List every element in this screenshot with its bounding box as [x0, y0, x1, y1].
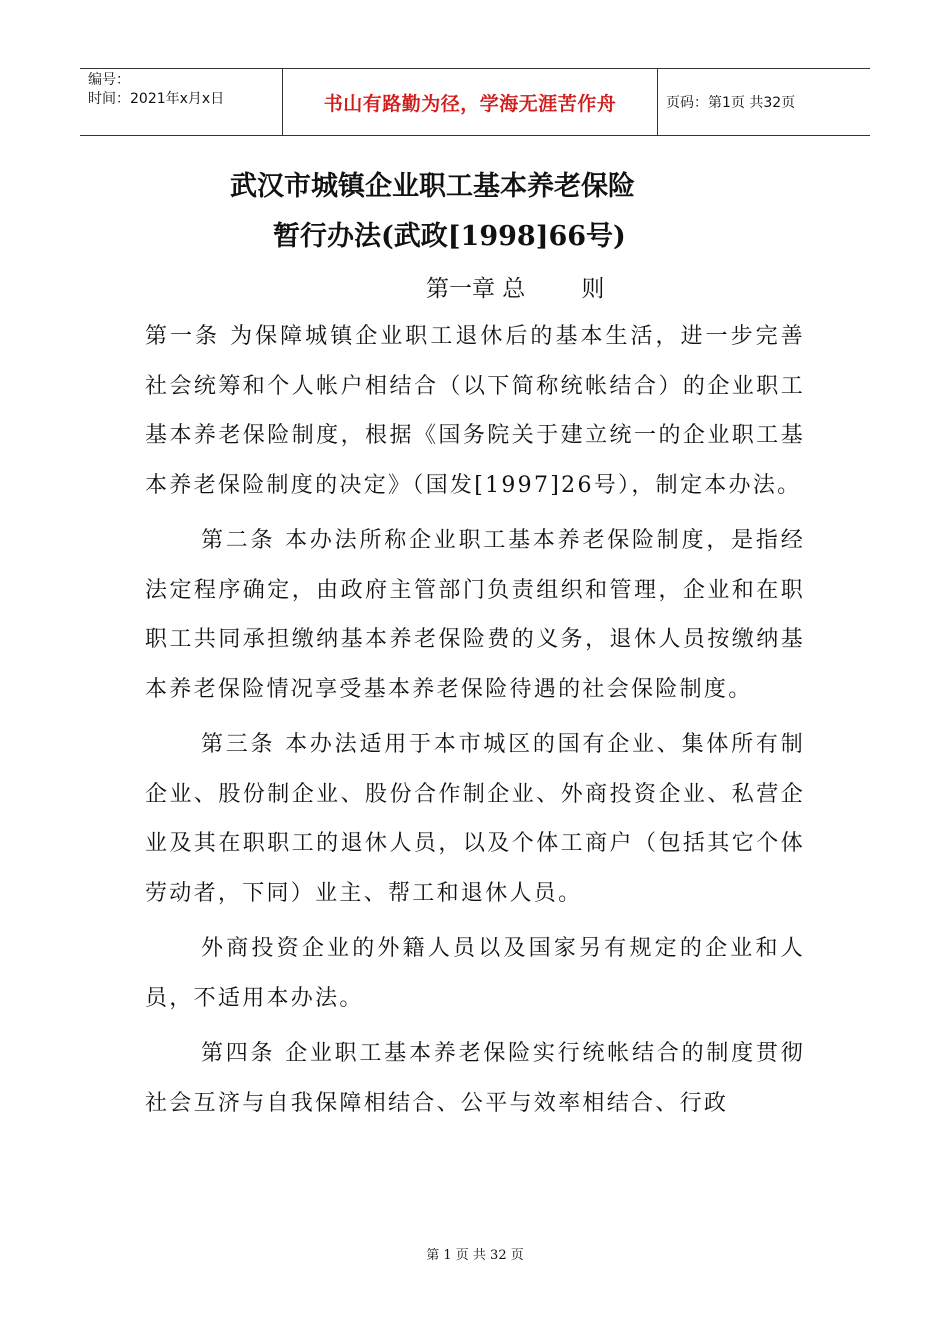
document-date: 时间：2021年x月x日 [88, 91, 225, 107]
article-4-paragraph: 第四条 企业职工基本养老保险实行统帐结合的制度贯彻社会互济与自我保障相结合、公平与效率相结合、行政 [145, 1041, 805, 1116]
document-body [145, 312, 805, 1128]
header-meta [80, 69, 282, 135]
header-motto: 书山有路勤为径，学海无涯苦作舟 [282, 69, 658, 135]
chapter-heading-part-1: 第一章 总 [426, 276, 526, 302]
chapter-heading-part-2: 则 [581, 276, 605, 302]
document-title-line-1: 武汉市城镇企业职工基本养老保险 [230, 171, 635, 202]
chapter-heading [426, 270, 604, 303]
document-title-line-2: 暂行办法(武政[1998]66号) [273, 221, 626, 252]
header-page-info: 页码：第1页 共32页 [666, 95, 796, 111]
document-header [80, 68, 870, 136]
article-2-paragraph: 第二条 本办法所称企业职工基本养老保险制度，是指经法定程序确定，由政府主管部门负责组织和管理，企业和在职职工共同承担缴纳基本养老保险费的义务，退休人员按缴纳基本养老保险情况享受基本养老保险待遇的社会保险制度。 [145, 528, 805, 702]
article-3-exclusion-paragraph: 外商投资企业的外籍人员以及国家另有规定的企业和人员，不适用本办法。 [145, 936, 805, 1011]
article-1-paragraph: 第一条 为保障城镇企业职工退休后的基本生活，进一步完善社会统筹和个人帐户相结合（以下简称统帐结合）的企业职工基本养老保险制度，根据《国务院关于建立统一的企业职工基本养老保险制度的决定》（国发[1997]26号），制定本办法。 [145, 324, 805, 498]
article-3-paragraph: 第三条 本办法适用于本市城区的国有企业、集体所有制企业、股份制企业、股份合作制企业、外商投资企业、私营企业及其在职职工的退休人员，以及个体工商户（包括其它个体劳动者，下同）业主、帮工和退休人员。 [145, 732, 805, 906]
page-footer: 第 1 页 共 32 页 [426, 1248, 524, 1263]
document-number-label: 编号： [88, 72, 130, 88]
